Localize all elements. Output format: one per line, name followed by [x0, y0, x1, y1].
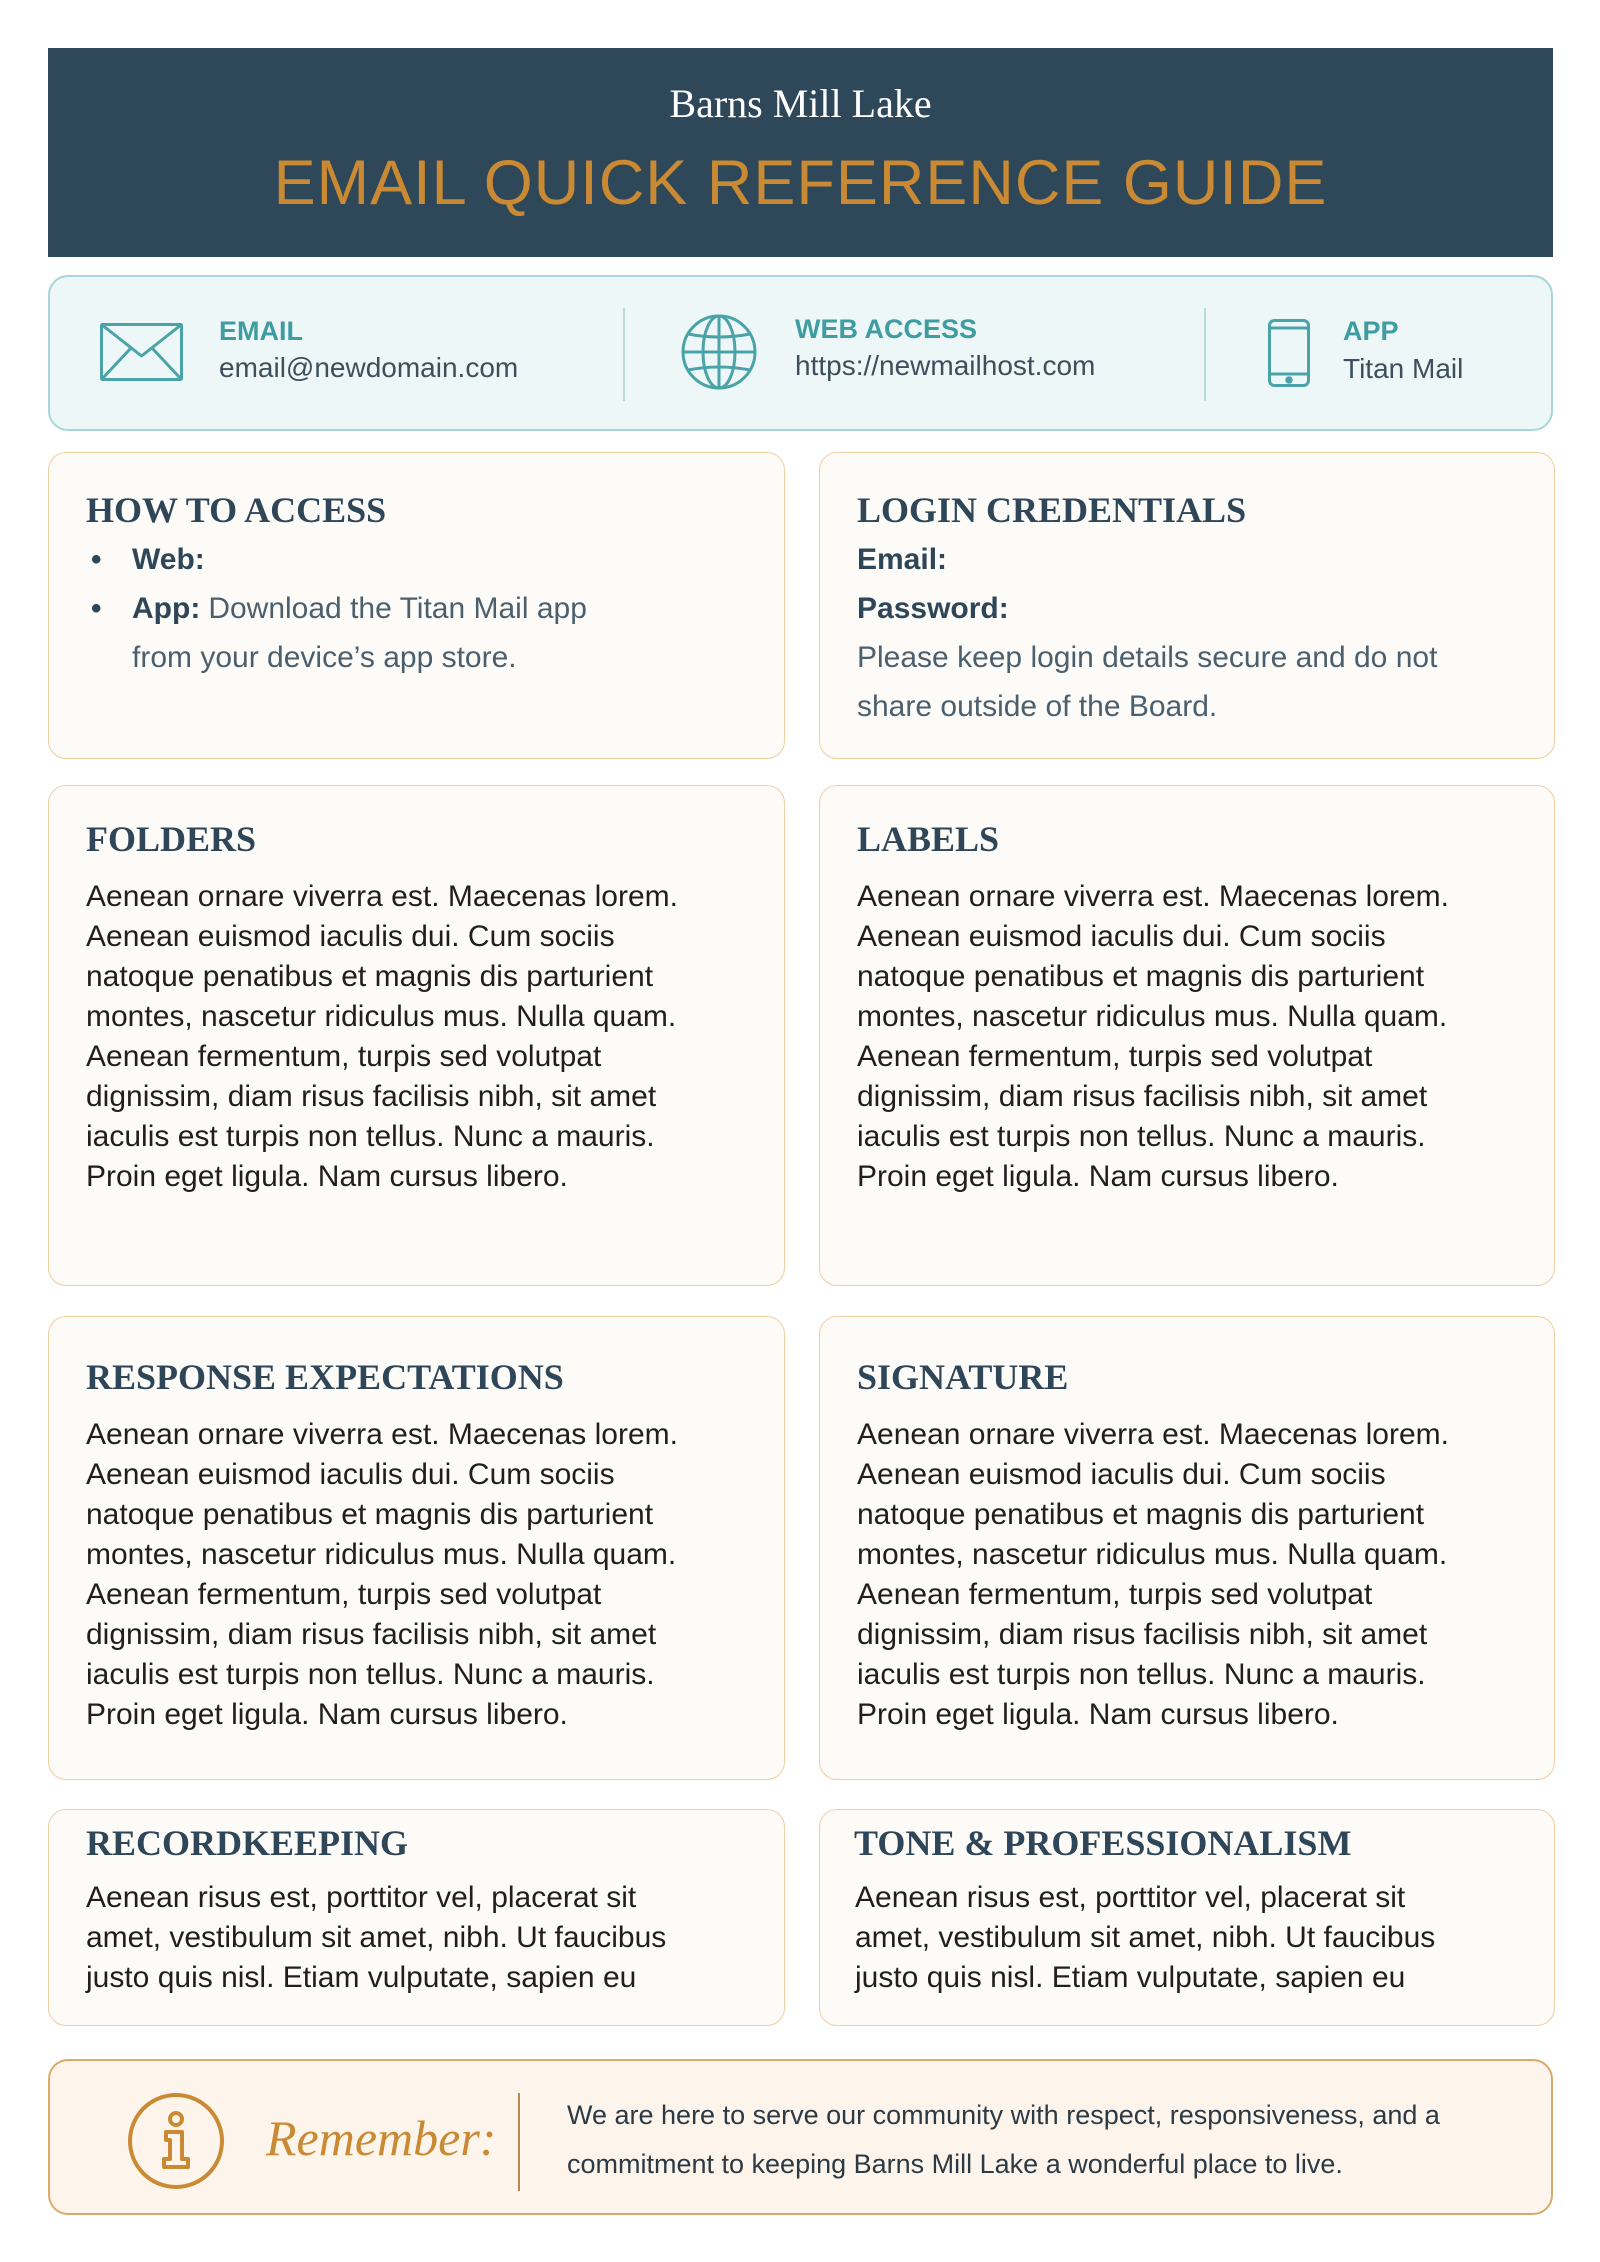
- globe-icon: [681, 314, 757, 395]
- text-line: iaculis est turpis non tellus. Nunc a mauris.: [86, 1120, 655, 1153]
- text-line: natoque penatibus et magnis dis parturient: [857, 1498, 1425, 1531]
- text-line: amet, vestibulum sit amet, nibh. Ut faucibus: [855, 1921, 1436, 1954]
- access-item-text: Download the Titan Mail app: [208, 592, 587, 625]
- text-line: Aenean fermentum, turpis sed volutpat: [857, 1578, 1373, 1611]
- remember-callout: [48, 2059, 1553, 2215]
- text-line: Aenean euismod iaculis dui. Cum sociis: [86, 1458, 615, 1491]
- tone-professionalism-heading: TONE & PROFESSIONALISM: [854, 1823, 1352, 1863]
- web-access-label: WEB ACCESS: [795, 314, 978, 344]
- text-line: montes, nascetur ridiculus mus. Nulla quam.: [857, 1000, 1448, 1033]
- text-line: Aenean fermentum, turpis sed volutpat: [86, 1578, 602, 1611]
- response-expectations-heading: RESPONSE EXPECTATIONS: [86, 1357, 564, 1397]
- access-item-app: [86, 584, 587, 633]
- how-to-access-card: [48, 452, 785, 759]
- text-line: We are here to serve our community with respect, responsiveness, and a: [567, 2100, 1440, 2130]
- login-password-label: Password:: [857, 592, 1009, 625]
- text-line: natoque penatibus et magnis dis parturient: [86, 960, 654, 993]
- login-credentials-card: [819, 452, 1555, 759]
- bullet: •: [91, 592, 102, 625]
- phone-icon: [1268, 319, 1310, 392]
- text-line: natoque penatibus et magnis dis parturient: [86, 1498, 654, 1531]
- access-item-web: [86, 535, 587, 584]
- text-line: Aenean risus est, porttitor vel, placerat sit: [86, 1881, 637, 1914]
- text-line: Proin eget ligula. Nam cursus libero.: [857, 1160, 1339, 1193]
- labels-card: [819, 785, 1555, 1286]
- text-line: Aenean euismod iaculis dui. Cum sociis: [86, 920, 615, 953]
- access-item-text-continued: from your device’s app store.: [132, 641, 517, 674]
- text-line: dignissim, diam risus facilisis nibh, sit amet: [86, 1618, 657, 1651]
- text-line: Aenean ornare viverra est. Maecenas lorem.: [86, 880, 678, 913]
- text-line: justo quis nisl. Etiam vulputate, sapien eu: [855, 1961, 1406, 1994]
- remember-label: Remember:: [266, 2110, 497, 2166]
- text-line: commitment to keeping Barns Mill Lake a wonderful place to live.: [567, 2149, 1343, 2179]
- login-note-line: share outside of the Board.: [857, 690, 1218, 723]
- text-line: Proin eget ligula. Nam cursus libero.: [86, 1698, 568, 1731]
- org-name: Barns Mill Lake: [669, 81, 932, 126]
- folders-heading: FOLDERS: [86, 819, 257, 859]
- text-line: Proin eget ligula. Nam cursus libero.: [857, 1698, 1339, 1731]
- text-line: Aenean ornare viverra est. Maecenas lorem.: [857, 880, 1449, 913]
- response-expectations-text: [86, 1415, 678, 1735]
- divider: [623, 308, 625, 401]
- access-item-label: App:: [132, 592, 201, 625]
- text-line: iaculis est turpis non tellus. Nunc a mauris.: [86, 1658, 655, 1691]
- text-line: Aenean euismod iaculis dui. Cum sociis: [857, 1458, 1386, 1491]
- how-to-access-heading: HOW TO ACCESS: [86, 490, 387, 530]
- how-to-access-list: [86, 535, 587, 682]
- folders-card: [48, 785, 785, 1286]
- recordkeeping-text: [86, 1878, 666, 1998]
- text-line: dignissim, diam risus facilisis nibh, sit amet: [86, 1080, 657, 1113]
- text-line: Proin eget ligula. Nam cursus libero.: [86, 1160, 568, 1193]
- header-banner: [48, 48, 1553, 257]
- text-line: iaculis est turpis non tellus. Nunc a mauris.: [857, 1658, 1426, 1691]
- signature-card: [819, 1316, 1555, 1780]
- text-line: justo quis nisl. Etiam vulputate, sapien eu: [86, 1961, 637, 1994]
- signature-heading: SIGNATURE: [857, 1357, 1069, 1397]
- labels-text: [857, 877, 1449, 1197]
- text-line: montes, nascetur ridiculus mus. Nulla quam.: [86, 1000, 677, 1033]
- app-label: APP: [1343, 316, 1399, 346]
- bullet: •: [91, 543, 102, 576]
- text-line: Aenean euismod iaculis dui. Cum sociis: [857, 920, 1386, 953]
- response-expectations-card: [48, 1316, 785, 1780]
- envelope-icon: [100, 323, 183, 386]
- email-address[interactable]: email@newdomain.com: [219, 352, 519, 383]
- login-note-line: Please keep login details secure and do not: [857, 641, 1438, 674]
- text-line: Aenean risus est, porttitor vel, placerat sit: [855, 1881, 1406, 1914]
- text-line: Aenean fermentum, turpis sed volutpat: [857, 1040, 1373, 1073]
- text-line: montes, nascetur ridiculus mus. Nulla quam.: [857, 1538, 1448, 1571]
- folders-text: [86, 877, 678, 1197]
- labels-heading: LABELS: [857, 819, 1000, 859]
- page-title: EMAIL QUICK REFERENCE GUIDE: [273, 148, 1328, 218]
- divider: [518, 2093, 520, 2191]
- text-line: Aenean ornare viverra est. Maecenas lorem.: [86, 1418, 678, 1451]
- web-access-url[interactable]: https://newmailhost.com: [795, 350, 1096, 381]
- recordkeeping-heading: RECORDKEEPING: [86, 1823, 409, 1863]
- divider: [1204, 308, 1206, 401]
- text-line: amet, vestibulum sit amet, nibh. Ut faucibus: [86, 1921, 667, 1954]
- tone-professionalism-text: [855, 1878, 1435, 1998]
- text-line: iaculis est turpis non tellus. Nunc a mauris.: [857, 1120, 1426, 1153]
- email-label: EMAIL: [219, 316, 303, 346]
- login-credentials-heading: LOGIN CREDENTIALS: [857, 490, 1247, 530]
- text-line: natoque penatibus et magnis dis parturient: [857, 960, 1425, 993]
- login-email-label: Email:: [857, 543, 948, 576]
- text-line: montes, nascetur ridiculus mus. Nulla quam.: [86, 1538, 677, 1571]
- tone-professionalism-card: [819, 1809, 1555, 2026]
- text-line: Aenean ornare viverra est. Maecenas lorem.: [857, 1418, 1449, 1451]
- signature-text: [857, 1415, 1449, 1735]
- access-item-label: Web:: [132, 543, 205, 576]
- recordkeeping-card: [48, 1809, 785, 2026]
- app-name: Titan Mail: [1343, 353, 1464, 384]
- login-credentials-body: [857, 535, 1437, 731]
- text-line: dignissim, diam risus facilisis nibh, sit amet: [857, 1618, 1428, 1651]
- text-line: dignissim, diam risus facilisis nibh, sit amet: [857, 1080, 1428, 1113]
- contact-info-bar: [48, 275, 1553, 431]
- remember-message: [567, 2091, 1440, 2189]
- info-icon: [126, 2091, 226, 2196]
- text-line: Aenean fermentum, turpis sed volutpat: [86, 1040, 602, 1073]
